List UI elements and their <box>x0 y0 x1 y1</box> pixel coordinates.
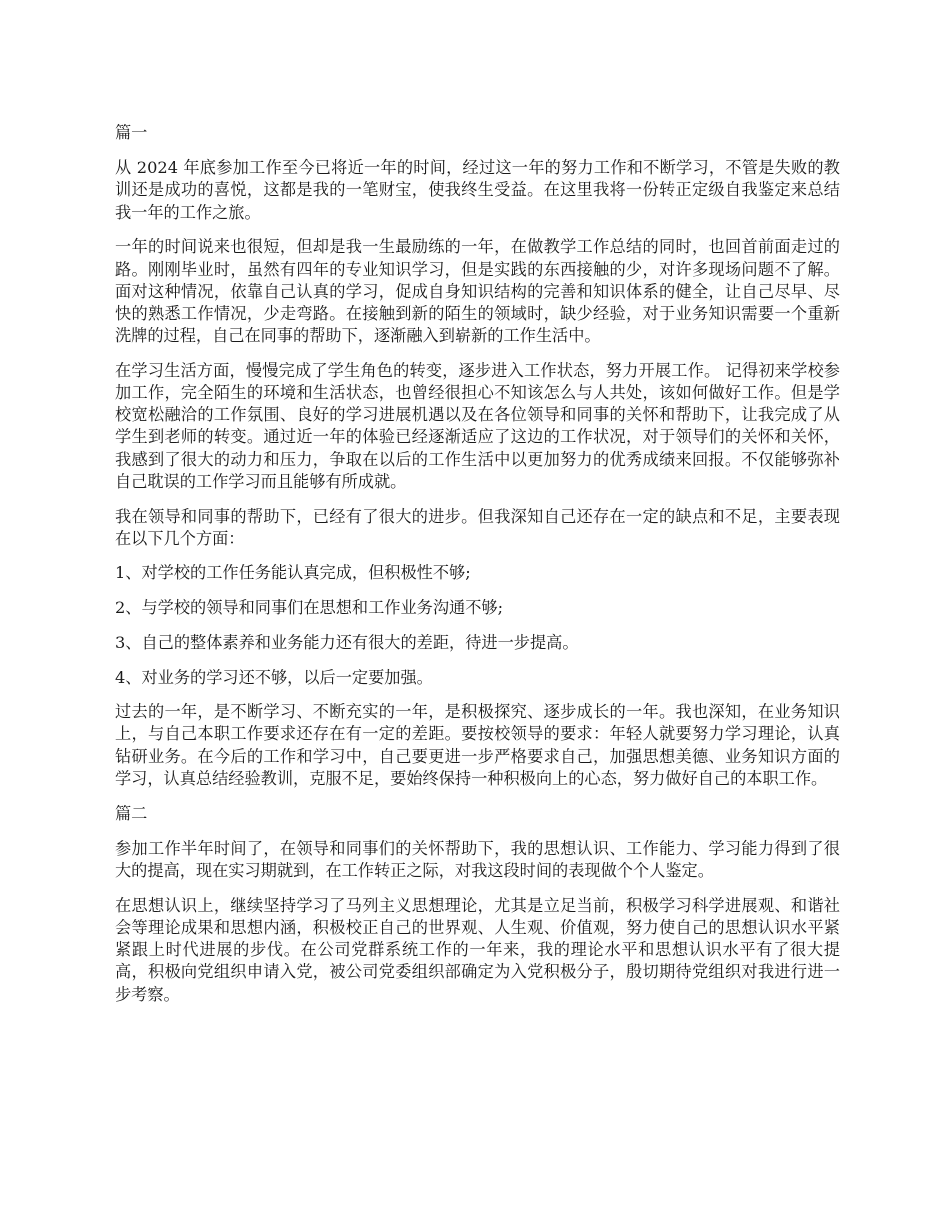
paragraph: 一年的时间说来也很短，但却是我一生最励练的一年，在做教学工作总结的同时，也回首前面走过的路。刚刚毕业时，虽然有四年的专业知识学习，但是实践的东西接触的少，对许多现场问题不了解。面对这种情况，依靠自己认真的学习，促成自身知识结构的完善和知识体系的健全，让自己尽早、尽快的熟悉工作情况，少走弯路。在接触到新的陌生的领域时，缺少经验，对于业务知识需要一个重新洗牌的过程，自己在同事的帮助下，逐渐融入到崭新的工作生活中。 <box>115 237 840 346</box>
list-item: 4、对业务的学习还不够，以后一定要加强。 <box>115 667 433 687</box>
section-heading: 篇一 <box>115 123 148 142</box>
paragraph: 在思想认识上，继续坚持学习了马列主义思想理论，尤其是立足当前，积极学习科学进展观、和谐社会等理论成果和思想内涵，积极校正自己的世界观、人生观、价值观，努力使自己的思想认识水平紧紧跟上时代进展的步伐。在公司党群系统工作的一年来，我的理论水平和思想认识水平有了很大提高，积极向党组织申请入党，被公司党委组织部确定为入党积极分子，殷切期待党组织对我进行进一步考察。 <box>115 895 840 1004</box>
list-item: 1、对学校的工作任务能认真完成，但积极性不够; <box>115 563 471 583</box>
paragraph: 从 2024 年底参加工作至今已将近一年的时间，经过这一年的努力工作和不断学习，不管是失败的教训还是成功的喜悦，这都是我的一笔财宝，使我终生受益。在这里我将一份转正定级自我鉴定来总结我一年的工作之旅。 <box>115 158 840 222</box>
document-page <box>115 122 840 1018</box>
paragraph: 我在领导和同事的帮助下，已经有了很大的进步。但我深知自己还存在一定的缺点和不足，主要表现在以下几个方面： <box>115 506 840 548</box>
paragraph: 过去的一年，是不断学习、不断充实的一年，是积极探究、逐步成长的一年。我也深知，在业务知识上，与自己本职工作要求还存在有一定的差距。要按校领导的要求：年轻人就要努力学习理论，认真钻研业务。在今后的工作和学习中，自己要更进一步严格要求自己，加强思想美德、业务知识方面的学习，认真总结经验教训，克服不足，要始终保持一种积极向上的心态，努力做好自己的本职工作。 <box>115 702 840 788</box>
list-item: 2、与学校的领导和同事们在思想和工作业务沟通不够; <box>115 598 504 618</box>
section-heading: 篇二 <box>115 803 148 823</box>
list-item: 3、自己的整体素养和业务能力还有很大的差距，待进一步提高。 <box>115 632 579 652</box>
paragraph: 在学习生活方面，慢慢完成了学生角色的转变，逐步进入工作状态，努力开展工作。 记得初来学校参加工作，完全陌生的环境和生活状态，也曾经很担心不知该怎么与人共处，该如何做好工作。但是学校宽松融洽的工作氛围、良好的学习进展机遇以及在各位领导和同事的关怀和帮助下，让我完成了从学生到老师的转变。通过近一年的体验已经逐渐适应了这边的工作状况，对于领导们的关怀和关怀，我感到了很大的动力和压力，争取在以后的工作生活中以更加努力的优秀成绩来回报。不仅能够弥补自己耽误的工作学习而且能够有所成就。 <box>115 360 840 491</box>
paragraph: 参加工作半年时间了，在领导和同事们的关怀帮助下，我的思想认识、工作能力、学习能力得到了很大的提高，现在实习期就到，在工作转正之际，对我这段时间的表现做个个人鉴定。 <box>115 838 840 880</box>
